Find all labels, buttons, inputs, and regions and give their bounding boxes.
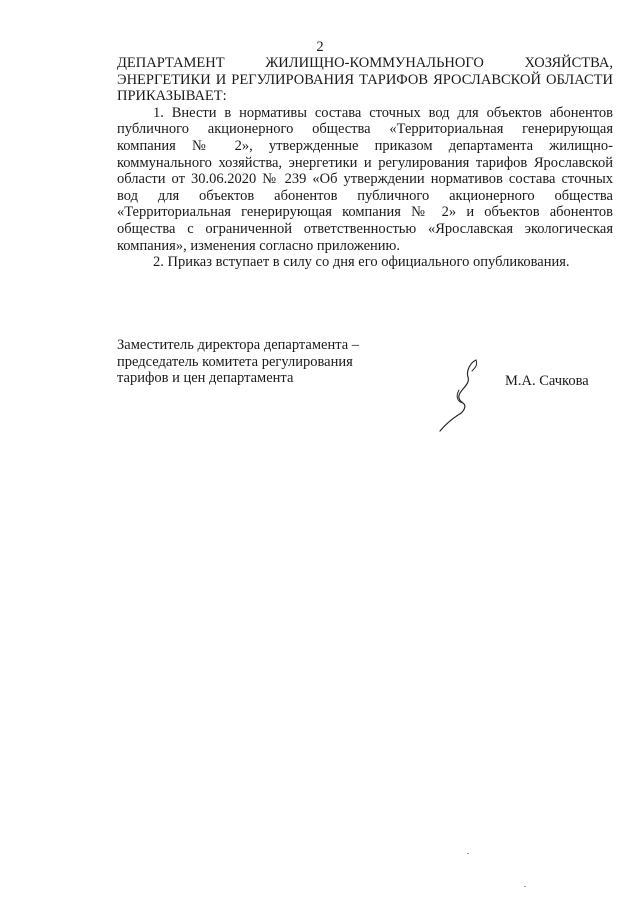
scan-speck bbox=[524, 886, 526, 887]
order-heading: ДЕПАРТАМЕНТ ЖИЛИЩНО-КОММУНАЛЬНОГО ХОЗЯЙСТВА, ЭНЕРГЕТИКИ И РЕГУЛИРОВАНИЯ ТАРИФОВ ЯРОСЛАВСКОЙ ОБЛАСТИ ПРИКАЗЫВАЕТ: bbox=[117, 55, 613, 105]
scan-speck bbox=[467, 853, 469, 854]
signatory-position-line: Заместитель директора департамента – bbox=[117, 337, 360, 353]
order-body bbox=[117, 55, 613, 271]
signatory-position-line: тарифов и цен департамента bbox=[117, 370, 294, 387]
signatory-position-line: председатель комитета регулирования bbox=[117, 353, 353, 370]
signatory-name: М.А. Сачкова bbox=[505, 373, 589, 389]
order-paragraph-2: 2. Приказ вступает в силу со дня его официального опубликования. bbox=[153, 254, 570, 271]
order-paragraph-1: 1. Внести в нормативы состава сточных вод для объектов абонентов публичного акционерного общества «Территориальная генерирующая компания № 2», утвержденные приказом департамента жилищно-коммунального хозяйства, энергетики и регулирования тарифов Ярославской области от 30.06.2020 № 239 «Об утверждении нормативов состава сточных вод для объектов абонентов публичного акционерного общества «Территориальная генерирующая компания № 2» и объектов абонентов общества с ограниченной ответственностью «Ярославская экологическая компания», изменения согласно приложению. bbox=[117, 104, 613, 254]
handwritten-signature bbox=[430, 357, 490, 433]
page-number: 2 bbox=[316, 39, 324, 55]
